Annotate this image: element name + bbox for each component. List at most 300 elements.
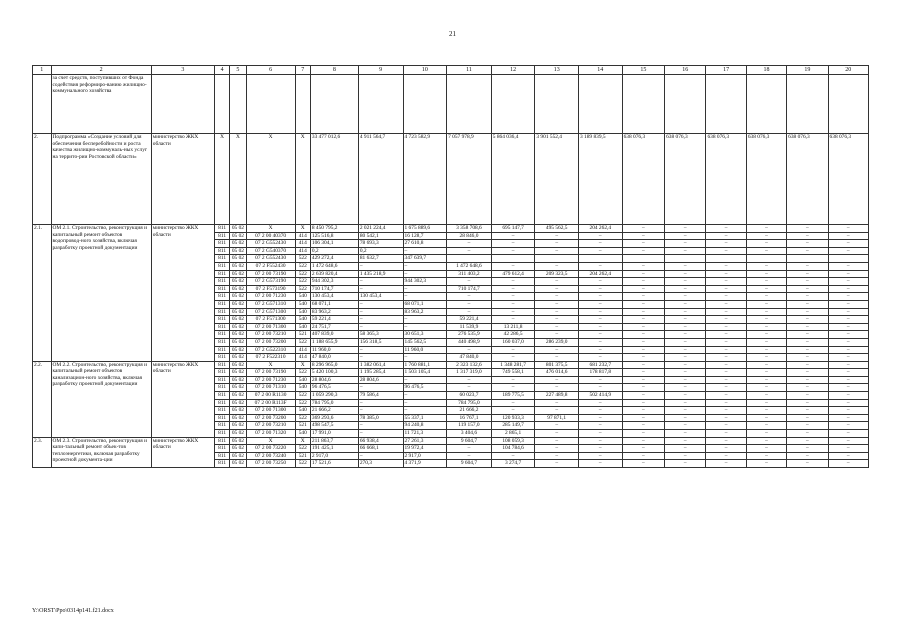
table-cell: 83 963,2	[403, 308, 447, 316]
table-cell: –	[828, 376, 868, 384]
table-cell: –	[746, 293, 786, 301]
table-cell: 1 472 648,6	[310, 262, 358, 270]
table-cell: –	[622, 369, 665, 377]
table-cell: 2 917,0	[403, 452, 447, 460]
table-cell: –	[787, 392, 828, 400]
table-cell: 407 839,0	[310, 331, 358, 339]
table-cell: 811	[214, 285, 229, 293]
table-cell: 106 304,1	[310, 240, 358, 248]
table-cell: 811	[214, 460, 229, 468]
table-cell: 414	[295, 354, 310, 362]
table-cell: –	[535, 331, 579, 339]
table-cell: –	[578, 247, 622, 255]
table-cell: 9 604,7	[447, 437, 492, 445]
column-number: 3	[151, 66, 214, 75]
table-cell: 811	[214, 392, 229, 400]
table-cell: 522	[295, 278, 310, 286]
column-number: 5	[230, 66, 246, 75]
table-cell: 28 804,6	[358, 376, 403, 384]
table-cell: –	[403, 323, 447, 331]
table-cell: 811	[214, 452, 229, 460]
table-cell: –	[665, 323, 706, 331]
table-cell: –	[828, 225, 868, 233]
table-cell: 05 02	[230, 316, 246, 324]
table-cell: –	[535, 422, 579, 430]
column-number: 10	[403, 66, 447, 75]
table-cell: 347 639,7	[403, 255, 447, 263]
table-cell: –	[622, 399, 665, 407]
table-cell: –	[706, 331, 746, 339]
table-cell: –	[491, 308, 535, 316]
table-cell: 05 02	[230, 270, 246, 278]
table-cell: 811	[214, 293, 229, 301]
table-cell: –	[746, 369, 786, 377]
table-cell: –	[828, 392, 868, 400]
table-cell: –	[706, 225, 746, 233]
table-cell: –	[358, 300, 403, 308]
table-cell: 414	[295, 247, 310, 255]
table-cell: –	[828, 338, 868, 346]
table-cell: 33 477 012,6	[310, 134, 358, 225]
table-cell: –	[578, 460, 622, 468]
table-cell: –	[622, 354, 665, 362]
table-cell: –	[706, 338, 746, 346]
column-number: 14	[578, 66, 622, 75]
table-cell: 83 963,2	[310, 308, 358, 316]
table-cell: –	[403, 376, 447, 384]
table-cell: –	[535, 399, 579, 407]
item-name: ОМ 2.2. Строительство, реконструкция и капитальный ремонт объектов канализацион-ного хозяйства, включая разработку проектной документации	[51, 361, 151, 437]
table-cell: 811	[214, 384, 229, 392]
table-cell: 05 02	[230, 225, 246, 233]
table-cell: 07 2 00 R113F	[246, 399, 295, 407]
table-cell: 522	[295, 414, 310, 422]
table-cell: –	[491, 240, 535, 248]
table-cell: –	[578, 285, 622, 293]
table-cell: –	[665, 430, 706, 438]
table-cell: 811	[214, 316, 229, 324]
column-number: 6	[246, 66, 295, 75]
table-cell: –	[828, 331, 868, 339]
table-cell: –	[535, 232, 579, 240]
table-cell: –	[665, 270, 706, 278]
table-cell: –	[706, 278, 746, 286]
table-cell: 811	[214, 323, 229, 331]
table-cell: –	[706, 399, 746, 407]
table-cell: 540	[295, 376, 310, 384]
column-number: 11	[447, 66, 492, 75]
table-cell: 540	[295, 384, 310, 392]
table-cell: –	[535, 300, 579, 308]
table-cell: –	[665, 384, 706, 392]
table-cell: 120 933,3	[491, 414, 535, 422]
table-cell: 21 666,2	[310, 407, 358, 415]
table-cell: –	[358, 346, 403, 354]
table-cell: –	[403, 285, 447, 293]
table-row	[33, 225, 869, 233]
table-cell: 07 2 00 40370	[246, 232, 295, 240]
table-cell: –	[828, 430, 868, 438]
table-cell: 5 864 036,4	[491, 134, 535, 225]
table-cell: 540	[295, 407, 310, 415]
table-cell: 2 639 820,4	[310, 270, 358, 278]
table-cell: 68 071,1	[403, 300, 447, 308]
table-cell: –	[828, 422, 868, 430]
table-cell: –	[665, 300, 706, 308]
table-cell: 189 775,5	[491, 392, 535, 400]
table-cell: –	[787, 270, 828, 278]
table-cell: 3 901 552,4	[535, 134, 579, 225]
table-cell: 05 02	[230, 247, 246, 255]
table-cell: 811	[214, 308, 229, 316]
table-cell: –	[828, 278, 868, 286]
table-cell: –	[828, 323, 868, 331]
table-cell: 178 817,8	[578, 369, 622, 377]
table-cell: 476 014,6	[535, 369, 579, 377]
table-cell: 05 02	[230, 255, 246, 263]
table-cell: –	[706, 323, 746, 331]
table-cell: –	[665, 293, 706, 301]
table-cell: 3 358 708,6	[447, 225, 492, 233]
table-cell: 638 076,3	[665, 134, 706, 225]
table-cell: –	[746, 414, 786, 422]
table-cell: 07 2 00 73210	[246, 331, 295, 339]
table-cell: –	[746, 308, 786, 316]
table-cell: 160 037,0	[491, 338, 535, 346]
table-cell: –	[578, 278, 622, 286]
table-cell: –	[746, 361, 786, 369]
table-cell: 1 188 655,9	[310, 338, 358, 346]
table-cell: 05 02	[230, 437, 246, 445]
table-cell: 521	[295, 452, 310, 460]
table-cell: 1 382 061,4	[358, 361, 403, 369]
table-cell: 05 02	[230, 445, 246, 453]
column-number: 19	[787, 66, 828, 75]
table-cell: –	[447, 346, 492, 354]
table-cell: –	[787, 225, 828, 233]
table-cell: –	[535, 407, 579, 415]
table-cell: –	[746, 270, 786, 278]
table-cell: 414	[295, 232, 310, 240]
table-cell: –	[706, 285, 746, 293]
table-cell: 05 02	[230, 399, 246, 407]
table-cell: 11 960,0	[403, 346, 447, 354]
table-cell: –	[828, 452, 868, 460]
table-cell: –	[787, 338, 828, 346]
table-cell: 944 302,3	[403, 278, 447, 286]
table-cell: 28 804,6	[310, 376, 358, 384]
table-cell: 07 2 00 73190	[246, 369, 295, 377]
table-cell	[828, 255, 868, 263]
table-cell: –	[535, 384, 579, 392]
table-cell: 94 240,8	[403, 422, 447, 430]
table-cell: –	[787, 460, 828, 468]
table-cell: 811	[214, 331, 229, 339]
table-cell: –	[828, 232, 868, 240]
table-cell: –	[491, 247, 535, 255]
table-cell: 540	[295, 323, 310, 331]
table-cell: –	[746, 278, 786, 286]
table-cell: –	[787, 407, 828, 415]
table-cell: 695 147,7	[491, 225, 535, 233]
table-cell: 227 489,8	[535, 392, 579, 400]
table-cell: –	[746, 316, 786, 324]
table-cell: 811	[214, 414, 229, 422]
table-cell: –	[746, 430, 786, 438]
table-cell: 811	[214, 225, 229, 233]
table-cell: 05 02	[230, 300, 246, 308]
table-cell: –	[828, 460, 868, 468]
table-cell: 59 221,4	[447, 316, 492, 324]
table-cell: –	[746, 452, 786, 460]
table-cell: –	[578, 430, 622, 438]
table-cell: 710 174,7	[310, 285, 358, 293]
table-cell: –	[787, 376, 828, 384]
table-cell	[787, 255, 828, 263]
table-cell: 07 2 F571300	[246, 316, 295, 324]
column-number: 18	[746, 66, 786, 75]
table-cell: –	[447, 308, 492, 316]
table-cell: 811	[214, 369, 229, 377]
table-cell: –	[622, 232, 665, 240]
table-cell: X	[295, 437, 310, 445]
table-cell: 07 2 00 73200	[246, 414, 295, 422]
table-cell: –	[787, 247, 828, 255]
table-cell: 07 2 G571300	[246, 308, 295, 316]
table-cell: 96 476,5	[403, 384, 447, 392]
table-cell: –	[535, 262, 579, 270]
table-cell: –	[746, 225, 786, 233]
table-cell: 270,3	[358, 460, 403, 468]
table-cell: –	[665, 392, 706, 400]
table-cell: –	[706, 240, 746, 248]
table-cell: –	[578, 316, 622, 324]
table-cell: –	[578, 262, 622, 270]
table-cell: 05 02	[230, 361, 246, 369]
table-cell: –	[746, 392, 786, 400]
table-cell: 11 721,3	[403, 430, 447, 438]
table-cell: –	[491, 285, 535, 293]
table-cell: 07 2 00 71310	[246, 384, 295, 392]
table-cell: 07 2 G552430	[246, 255, 295, 263]
table-cell: –	[622, 452, 665, 460]
table-cell: –	[447, 240, 492, 248]
table-cell: 68 071,1	[310, 300, 358, 308]
table-cell: –	[665, 262, 706, 270]
table-cell: –	[706, 293, 746, 301]
table-cell: 522	[295, 338, 310, 346]
table-cell: –	[447, 452, 492, 460]
table-cell: –	[746, 437, 786, 445]
table-cell: 4 911 564,7	[358, 134, 403, 225]
table-cell: 96 476,5	[310, 384, 358, 392]
table-cell: –	[746, 331, 786, 339]
table-cell: –	[358, 323, 403, 331]
table-cell: –	[491, 300, 535, 308]
table-cell: 81 632,7	[358, 255, 403, 263]
table-cell: 47 840,0	[447, 354, 492, 362]
table-cell: –	[665, 361, 706, 369]
item-number: 2.2.	[33, 361, 52, 437]
table-cell: 710 174,7	[447, 285, 492, 293]
table-cell: –	[447, 445, 492, 453]
table-cell: –	[491, 346, 535, 354]
table-cell: 13 211,8	[491, 323, 535, 331]
table-cell: –	[706, 369, 746, 377]
table-cell: –	[746, 247, 786, 255]
table-cell: 07 2 G540370	[246, 247, 295, 255]
table-cell: 1 472 648,6	[447, 262, 492, 270]
table-cell: 944 302,3	[310, 278, 358, 286]
table-cell: 16 128,7	[403, 232, 447, 240]
table-cell: –	[403, 262, 447, 270]
table-cell: 811	[214, 278, 229, 286]
table-cell: –	[665, 399, 706, 407]
table-cell: –	[622, 300, 665, 308]
table-cell: –	[665, 247, 706, 255]
table-cell: 07 2 F552430	[246, 262, 295, 270]
table-cell: –	[706, 316, 746, 324]
table-cell: –	[828, 399, 868, 407]
table-cell: –	[746, 240, 786, 248]
table-cell: –	[622, 392, 665, 400]
table-cell: –	[358, 308, 403, 316]
table-cell: –	[447, 300, 492, 308]
table-cell: 05 02	[230, 285, 246, 293]
table-cell: –	[787, 384, 828, 392]
table-cell: 17 991,0	[310, 430, 358, 438]
item-executor: министерство ЖКХ области	[151, 361, 214, 437]
table-cell: X	[295, 361, 310, 369]
table-cell: –	[746, 232, 786, 240]
table-cell: –	[622, 262, 665, 270]
table-cell: 05 02	[230, 331, 246, 339]
table-cell: 811	[214, 361, 229, 369]
table-cell: –	[706, 430, 746, 438]
table-cell: X	[295, 134, 310, 225]
table-cell: –	[622, 376, 665, 384]
table-cell: –	[828, 437, 868, 445]
table-cell: 440 498,9	[447, 338, 492, 346]
table-cell: 204 262,4	[578, 270, 622, 278]
table-cell: 66 938,4	[358, 437, 403, 445]
table-cell: –	[535, 452, 579, 460]
footer-file-path: Y:\ORST\Ppo\0314p141.f21.docx	[32, 608, 114, 614]
table-cell: 495 562,5	[535, 225, 579, 233]
table-cell: 540	[295, 308, 310, 316]
table-cell: –	[828, 285, 868, 293]
table-cell: X	[246, 225, 295, 233]
table-cell	[746, 255, 786, 263]
table-cell: 638 076,3	[828, 134, 868, 225]
table-cell: –	[578, 437, 622, 445]
table-cell: –	[706, 460, 746, 468]
table-cell: –	[491, 262, 535, 270]
item-number: 2.3.	[33, 437, 52, 467]
table-cell: 522	[295, 369, 310, 377]
column-number: 15	[622, 66, 665, 75]
table-cell: 07 2 00 71300	[246, 323, 295, 331]
table-cell: 145 562,5	[403, 338, 447, 346]
item-name: ОМ 2.1. Строительство, реконструкция и капитальный ремонт объектов водопровод-ного хозяйства, включая разработку проектной документации	[51, 225, 151, 362]
table-cell: –	[447, 376, 492, 384]
table-cell: 9 604,7	[447, 460, 492, 468]
table-cell: 4 371,9	[403, 460, 447, 468]
table-cell: –	[787, 308, 828, 316]
table-cell	[447, 255, 492, 263]
table-cell: 07 2 G571310	[246, 300, 295, 308]
table-cell: –	[828, 445, 868, 453]
table-cell: 130 453,4	[310, 293, 358, 301]
table-cell: 8 296 965,0	[310, 361, 358, 369]
table-cell: –	[706, 392, 746, 400]
table-cell: 521	[295, 331, 310, 339]
table-cell: 119 157,0	[447, 422, 492, 430]
table-cell: –	[787, 240, 828, 248]
table-cell: X	[246, 134, 295, 225]
table-cell: 811	[214, 399, 229, 407]
table-cell: 7 057 978,9	[447, 134, 492, 225]
table-cell: –	[746, 399, 786, 407]
table-cell: 30 651,3	[403, 331, 447, 339]
table-cell: –	[535, 293, 579, 301]
table-cell: –	[622, 338, 665, 346]
table-cell: 05 02	[230, 414, 246, 422]
table-cell: 66 668,1	[358, 445, 403, 453]
table-cell: –	[665, 460, 706, 468]
table-cell: 05 02	[230, 430, 246, 438]
item-executor: министерство ЖКХ области	[151, 437, 214, 467]
table-cell: 2 917,0	[310, 452, 358, 460]
table-cell: 2 323 132,6	[447, 361, 492, 369]
table-cell: –	[828, 270, 868, 278]
table-row	[33, 361, 869, 369]
table-cell: 811	[214, 247, 229, 255]
table-cell: –	[403, 247, 447, 255]
table-cell: –	[787, 445, 828, 453]
table-cell: 58 365,3	[358, 331, 403, 339]
table-cell: –	[746, 300, 786, 308]
table-cell: 211 863,7	[310, 437, 358, 445]
table-cell: –	[787, 437, 828, 445]
table-cell: 4 723 582,9	[403, 134, 447, 225]
table-cell: –	[578, 414, 622, 422]
table-cell: –	[706, 422, 746, 430]
table-cell: –	[491, 399, 535, 407]
table-cell: –	[622, 331, 665, 339]
table-cell: –	[828, 354, 868, 362]
table-cell: –	[578, 338, 622, 346]
table-cell: –	[746, 422, 786, 430]
table-cell: –	[578, 399, 622, 407]
table-cell: –	[787, 331, 828, 339]
table-cell: –	[622, 278, 665, 286]
table-cell: –	[828, 247, 868, 255]
table-cell: –	[706, 354, 746, 362]
table-cell: –	[787, 452, 828, 460]
table-cell: –	[787, 316, 828, 324]
table-cell: 522	[295, 262, 310, 270]
table-cell: 311 403,2	[447, 270, 492, 278]
table-cell: –	[358, 278, 403, 286]
table-cell: 2 021 224,4	[358, 225, 403, 233]
table-cell: 3 189 839,5	[578, 134, 622, 225]
table-cell: 811	[214, 300, 229, 308]
table-cell: –	[535, 278, 579, 286]
table-cell: –	[622, 460, 665, 468]
table-cell: 07 2 00 73210	[246, 422, 295, 430]
table-cell: 05 02	[230, 232, 246, 240]
